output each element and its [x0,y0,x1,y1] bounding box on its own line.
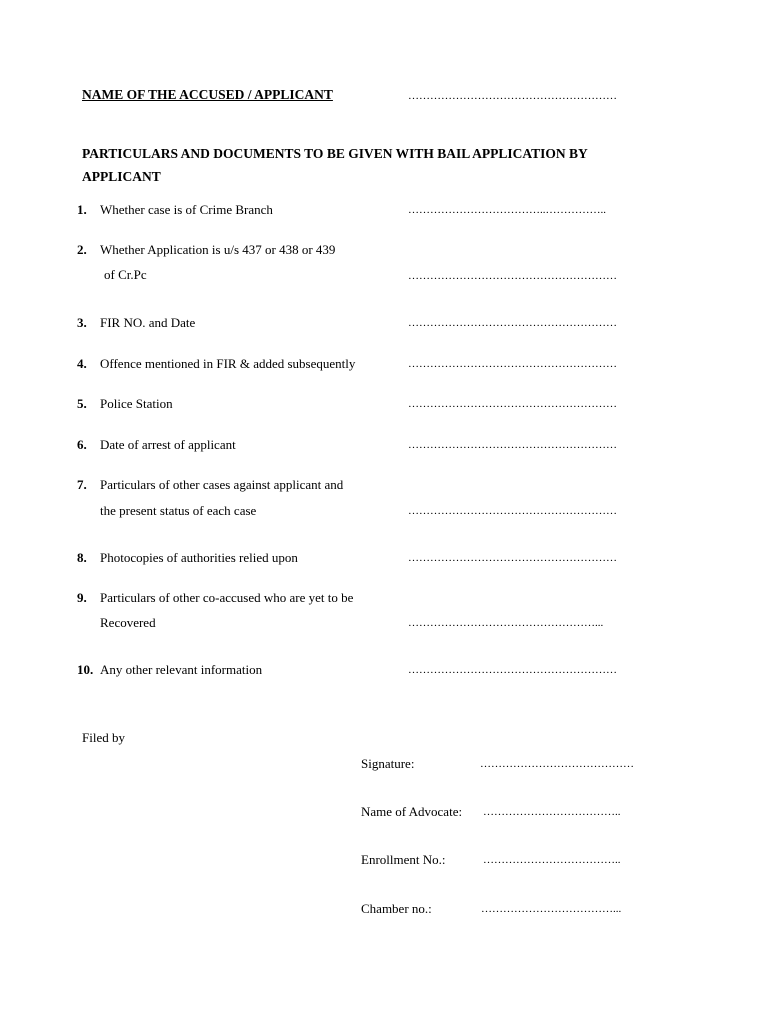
chamber-label: Chamber no.: [361,901,432,916]
item-answer-field: ………………………………………………… [408,439,617,451]
applicant-name-field: ………………………………………………… [408,90,617,102]
item-label-continued: the present status of each case [100,503,257,518]
item-label: Photocopies of authorities relied upon [100,550,298,565]
item-label: Police Station [100,396,173,411]
item-number: 7. [77,477,87,492]
item-answer-field: ………………………………..…………….. [408,204,606,216]
item-label: Whether case is of Crime Branch [100,202,273,217]
signature-field: …………………………………… [480,758,634,770]
item-answer-field: ………………………………………………… [408,358,617,370]
filed-by-label: Filed by [82,730,125,745]
item-answer-field: ……………………………………………... [408,617,604,629]
item-label: FIR NO. and Date [100,315,196,330]
item-label: Any other relevant information [100,662,263,677]
enrollment-field: ……………………………….. [483,854,621,866]
advocate-name-field: ……………………………….. [483,806,621,818]
item-number: 9. [77,590,87,605]
item-label: Particulars of other co-accused who are yet to be [100,590,354,605]
chamber-field: ………………………………... [481,903,622,915]
item-number: 3. [77,315,87,330]
particulars-heading-line2: APPLICANT [82,169,161,184]
item-answer-field: ………………………………………………… [408,664,617,676]
item-number: 5. [77,396,87,411]
item-label: Particulars of other cases against applicant and [100,477,344,492]
item-label: Whether Application is u/s 437 or 438 or 439 [100,242,336,257]
item-number: 8. [77,550,87,565]
enrollment-label: Enrollment No.: [361,852,446,867]
particulars-heading-line1: PARTICULARS AND DOCUMENTS TO BE GIVEN WITH BAIL APPLICATION BY [82,146,588,161]
item-number: 1. [77,202,87,217]
item-label-continued: Recovered [100,615,156,630]
item-label-continued: of Cr.Pc [104,267,147,282]
item-answer-field: ………………………………………………… [408,398,617,410]
advocate-name-label: Name of Advocate: [361,804,463,819]
item-number: 6. [77,437,87,452]
item-number: 4. [77,356,87,371]
item-number: 2. [77,242,87,257]
item-answer-field: ………………………………………………… [408,505,617,517]
item-answer-field: ………………………………………………… [408,270,617,282]
item-label: Offence mentioned in FIR & added subsequently [100,356,356,371]
item-number: 10. [77,662,94,677]
item-label: Date of arrest of applicant [100,437,236,452]
applicant-name-label: NAME OF THE ACCUSED / APPLICANT [82,87,333,102]
signature-label: Signature: [361,756,415,771]
item-answer-field: ………………………………………………… [408,552,617,564]
item-answer-field: ………………………………………………… [408,317,617,329]
